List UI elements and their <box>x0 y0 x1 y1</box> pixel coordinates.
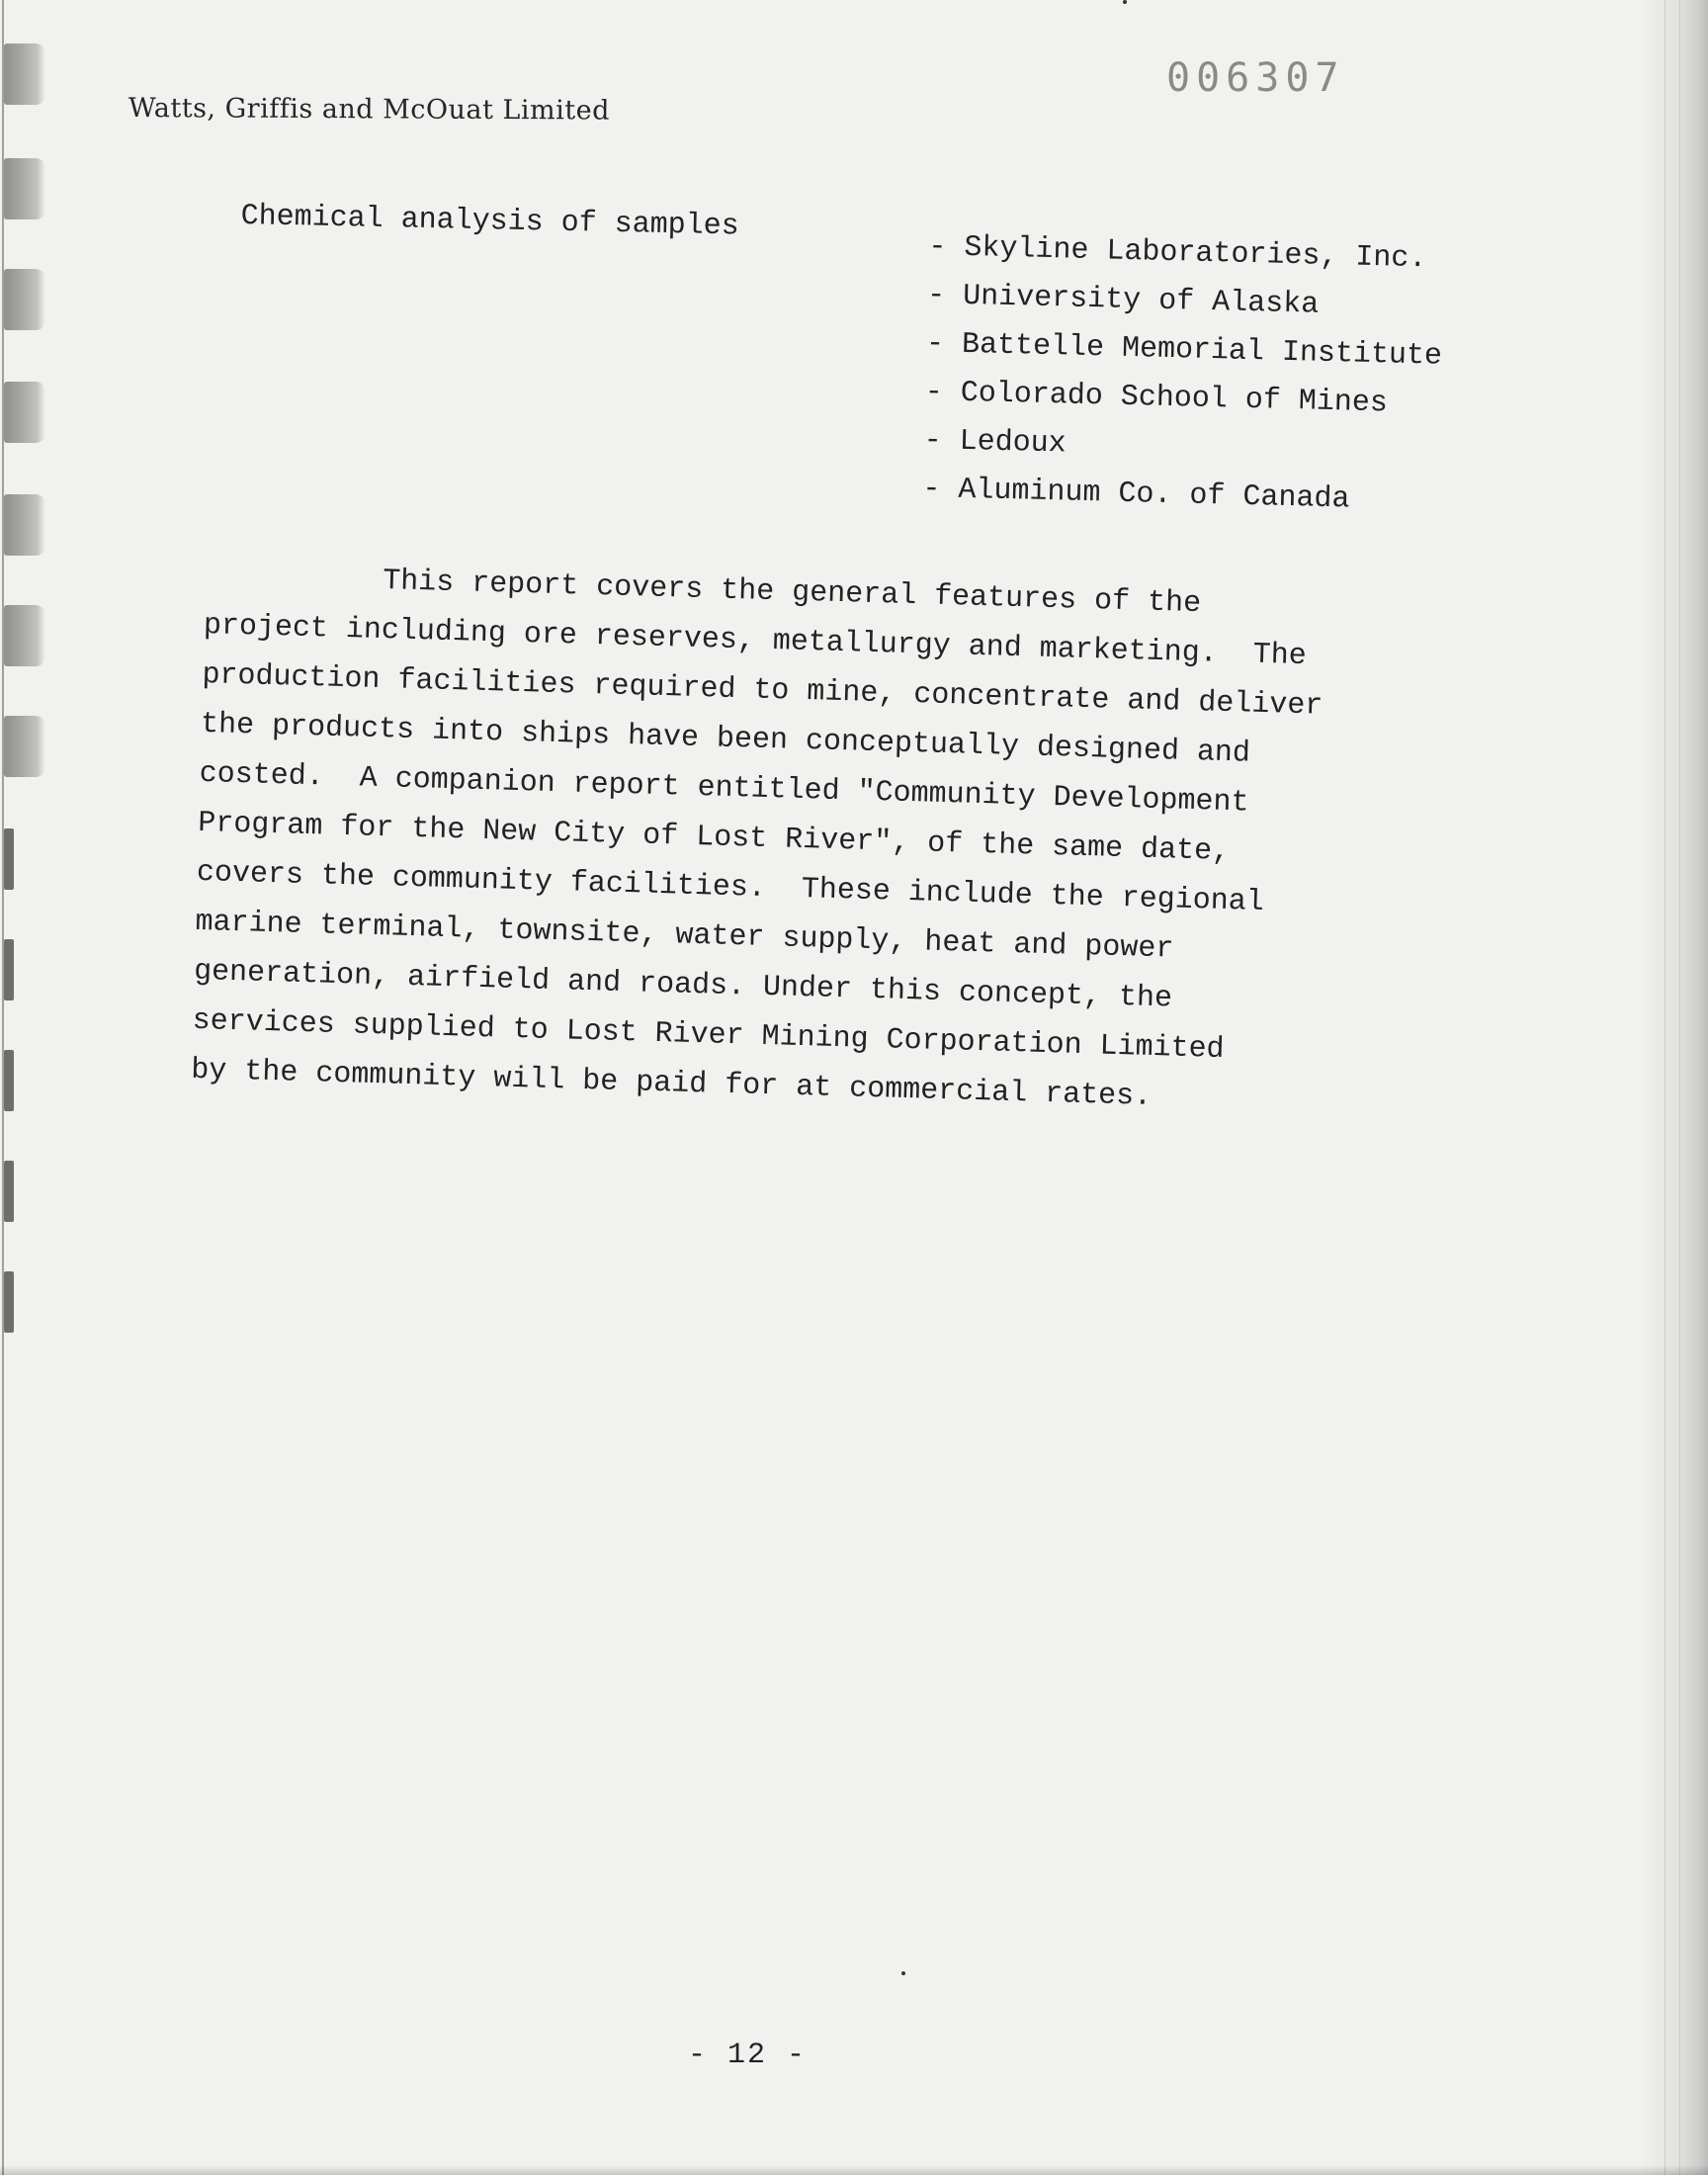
laboratory-item: - University of Alaska <box>926 278 1320 322</box>
binding-hole <box>4 939 14 1000</box>
paragraph-line: production facilities required to mine, concentrate and deliver <box>202 657 1324 724</box>
binding-hole <box>4 269 45 330</box>
paragraph-line: Program for the New City of Lost River", of the same date, <box>197 806 1231 870</box>
scan-speck <box>1123 0 1127 4</box>
laboratory-item: - Colorado School of Mines <box>924 375 1389 421</box>
binding-hole <box>4 828 14 890</box>
page-number: - 12 - <box>688 2039 808 2072</box>
paragraph-line: services supplied to Lost River Mining Corporation Limited <box>192 1003 1225 1067</box>
binding-hole <box>4 716 45 777</box>
binding-hole <box>4 158 45 219</box>
body-paragraph <box>191 552 1481 1131</box>
binding-hole <box>4 382 45 443</box>
paragraph-line: marine terminal, townsite, water supply, heat and power <box>195 905 1174 967</box>
paragraph-line: costed. A companion report entitled "Community Development <box>199 756 1249 821</box>
paragraph-line: by the community will be paid for at commercial rates. <box>190 1053 1153 1114</box>
paragraph-line: the products into ships have been conceptually designed and <box>200 707 1251 771</box>
letterhead: Watts, Griffis and McOuat Limited <box>128 93 610 127</box>
paragraph-line: covers the community facilities. These include the regional <box>196 855 1265 920</box>
spiral-binding <box>0 0 59 2175</box>
paragraph-line: project including ore reserves, metallurgy and marketing. The <box>203 608 1308 674</box>
binding-hole <box>4 1271 14 1333</box>
page-edge-shadow <box>1639 0 1708 2175</box>
binding-hole <box>4 44 45 105</box>
laboratory-item: - Skyline Laboratories, Inc. <box>927 229 1427 277</box>
scan-speck <box>901 1971 905 1975</box>
analysis-label: Chemical analysis of samples <box>240 200 739 244</box>
binding-hole <box>4 1161 14 1222</box>
binding-hole <box>4 494 45 556</box>
binding-hole <box>4 1050 14 1111</box>
document-number: 006307 <box>1166 55 1345 101</box>
laboratory-item: - Aluminum Co. of Canada <box>922 472 1350 517</box>
binding-hole <box>4 605 45 666</box>
paragraph-line: generation, airfield and roads. Under this concept, the <box>193 954 1173 1016</box>
laboratory-item: - Battelle Memorial Institute <box>925 326 1443 374</box>
page-bottom-shadow <box>0 2165 1708 2175</box>
laboratory-list <box>922 223 1445 527</box>
paragraph-line: This report covers the general features of the <box>204 559 1202 622</box>
laboratory-item: - Ledoux <box>923 423 1068 462</box>
